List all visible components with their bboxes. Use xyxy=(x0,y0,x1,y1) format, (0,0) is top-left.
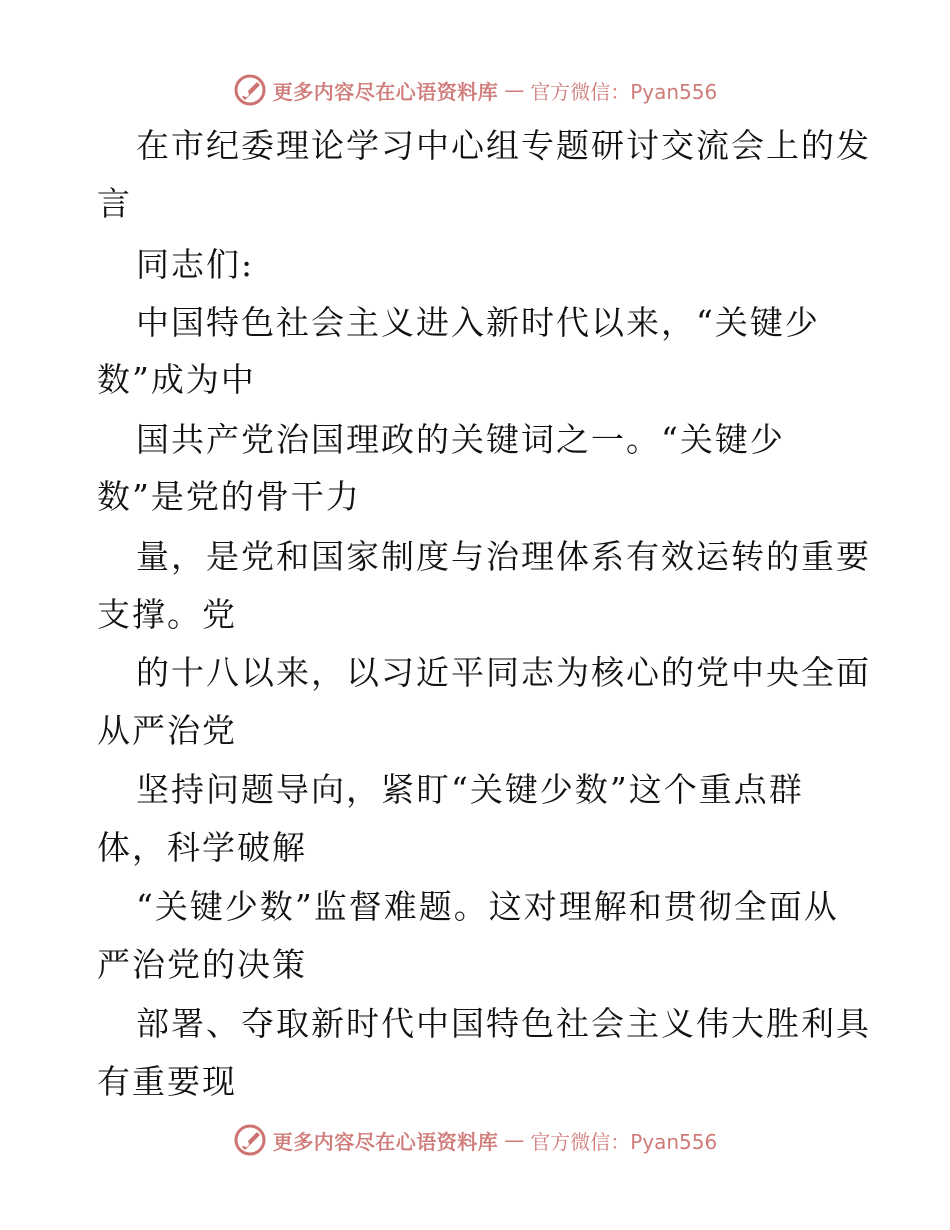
body-line: 部署、夺取新时代中国特色社会主义伟大胜利具 xyxy=(136,1004,871,1043)
body-line: 严治党的决策 xyxy=(97,945,307,984)
watermark-separator: — xyxy=(504,78,525,102)
pen-logo-icon xyxy=(233,1123,267,1157)
body-line: 国共产党治国理政的关键词之一。“关键少 xyxy=(136,420,785,459)
watermark-separator: — xyxy=(504,1128,525,1152)
body-line: 数”成为中 xyxy=(97,360,256,399)
watermark-wechat-text: 官方微信：Pyan556 xyxy=(530,79,718,104)
body-line: 有重要现 xyxy=(97,1062,237,1101)
title-line-2: 言 xyxy=(97,184,132,223)
watermark-main-text: 更多内容尽在心语资料库 xyxy=(272,79,499,104)
watermark-main-text: 更多内容尽在心语资料库 xyxy=(272,1129,499,1154)
footer-watermark xyxy=(0,1120,950,1160)
body-line: 中国特色社会主义进入新时代以来，“关键少 xyxy=(136,303,820,342)
body-line: 坚持问题导向，紧盯“关键少数”这个重点群 xyxy=(136,770,804,809)
body-line: 支撑。党 xyxy=(97,595,237,634)
salutation: 同志们: xyxy=(136,245,255,284)
body-line: 从严治党 xyxy=(97,711,237,750)
body-line: 数”是党的骨干力 xyxy=(97,477,361,516)
body-line: 体，科学破解 xyxy=(97,828,307,867)
body-line: “关键少数”监督难题。这对理解和贯彻全面从 xyxy=(136,887,839,926)
body-line: 的十八以来，以习近平同志为核心的党中央全面 xyxy=(136,653,871,692)
watermark-wechat-text: 官方微信：Pyan556 xyxy=(530,1129,718,1154)
title-line-1: 在市纪委理论学习中心组专题研讨交流会上的发 xyxy=(136,126,871,165)
body-line: 量，是党和国家制度与治理体系有效运转的重要 xyxy=(136,537,871,576)
